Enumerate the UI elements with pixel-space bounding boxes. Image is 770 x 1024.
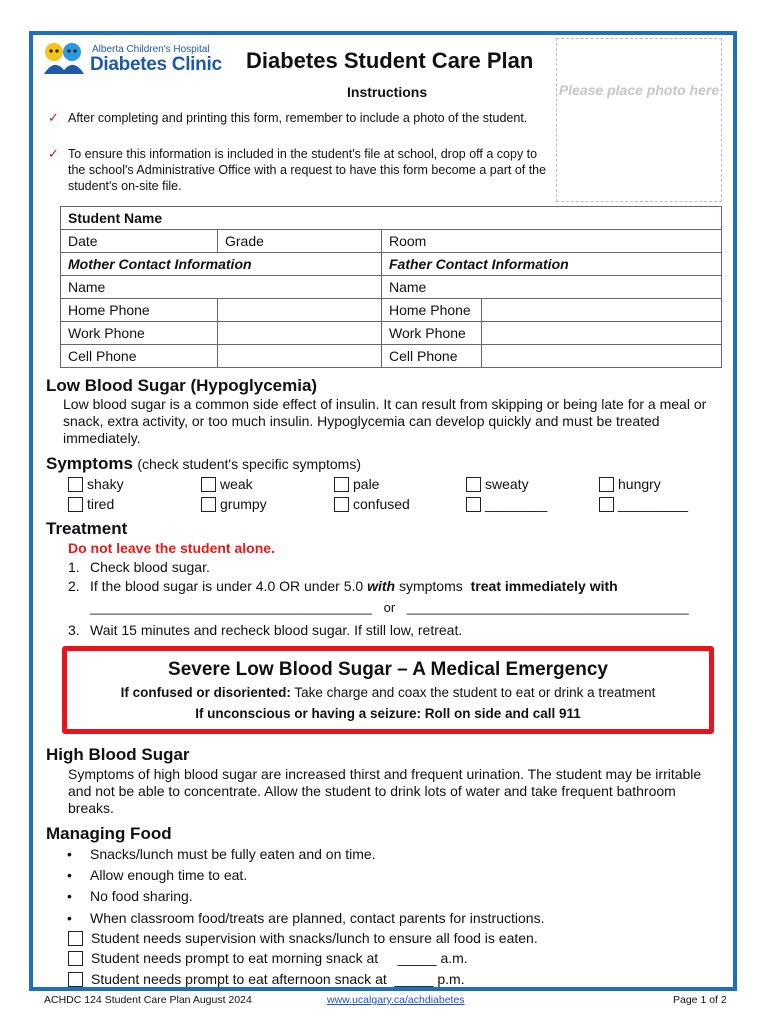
- symptom-checkbox-sweaty[interactable]: sweaty: [466, 476, 529, 492]
- footer-page-number: Page 1 of 2: [673, 994, 727, 1006]
- mother-cell-phone-label: Cell Phone: [61, 345, 218, 368]
- treatment-blanks: _______________________________________ or _______________________________________: [90, 600, 689, 615]
- grade-field[interactable]: Grade: [218, 230, 382, 253]
- father-home-phone-label: Home Phone: [382, 299, 482, 322]
- emergency-title: Severe Low Blood Sugar – A Medical Emergency: [168, 659, 608, 680]
- symptoms-header: [46, 454, 361, 474]
- symptom-checkbox-pale[interactable]: pale: [334, 476, 379, 492]
- student-info-table: [60, 206, 722, 368]
- symptom-checkbox-confused[interactable]: confused: [334, 496, 410, 512]
- symptoms-heading: Symptoms: [46, 454, 133, 473]
- treatment-step-1: 1. Check blood sugar.: [68, 559, 210, 575]
- instructions-heading: Instructions: [347, 84, 428, 100]
- food-checkbox-afternoon-snack[interactable]: Student needs prompt to eat afternoon snack at _____ p.m.: [68, 971, 465, 987]
- father-home-phone-field[interactable]: [482, 299, 722, 322]
- symptoms-note: (check student's specific symptoms): [137, 456, 362, 472]
- checkmark-icon: ✓: [48, 146, 59, 161]
- mother-work-phone-label: Work Phone: [61, 322, 218, 345]
- high-blood-sugar-heading: High Blood Sugar: [46, 745, 190, 764]
- mother-name-field[interactable]: Name: [61, 276, 382, 299]
- instruction-1: After completing and printing this form, remember to include a photo of the student.: [68, 111, 528, 125]
- footer-form-id: ACHDC 124 Student Care Plan August 2024: [44, 994, 252, 1006]
- clinic-logo: [40, 40, 222, 82]
- food-bullet-1: • Snacks/lunch must be fully eaten and on time.: [67, 846, 376, 862]
- symptom-checkbox-weak[interactable]: weak: [201, 476, 253, 492]
- logo-hospital-name: Alberta Children's Hospital: [92, 44, 210, 55]
- food-bullet-2: • Allow enough time to eat.: [67, 867, 248, 883]
- mother-home-phone-label: Home Phone: [61, 299, 218, 322]
- treatment-step-3: 3. Wait 15 minutes and recheck blood sugar. If still low, retreat.: [68, 622, 463, 638]
- room-field[interactable]: Room: [382, 230, 722, 253]
- food-checkbox-supervision[interactable]: Student needs supervision with snacks/lunch to ensure all food is eaten.: [68, 930, 538, 946]
- father-cell-phone-field[interactable]: [482, 345, 722, 368]
- photo-placeholder-text: Please place photo here: [558, 82, 720, 98]
- emergency-line-2: If unconscious or having a seizure: Roll on side and call 911: [195, 706, 581, 721]
- treatment-blank-2[interactable]: _______________________________________: [406, 600, 689, 615]
- treatment-heading: Treatment: [46, 519, 128, 538]
- father-contact-heading: Father Contact Information: [382, 253, 722, 276]
- photo-placeholder[interactable]: [556, 38, 722, 202]
- father-cell-phone-label: Cell Phone: [382, 345, 482, 368]
- food-bullet-4: • When classroom food/treats are planned, contact parents for instructions.: [67, 910, 545, 926]
- food-bullet-3: • No food sharing.: [67, 888, 193, 904]
- instruction-2: To ensure this information is included in the student's file at school, drop off a copy to the school's Administrative Office with a request to have this form become a part of the student's on-site file.: [68, 147, 547, 193]
- treatment-blank-1[interactable]: _______________________________________: [90, 600, 372, 615]
- symptom-checkbox-other-2[interactable]: _________: [599, 496, 688, 512]
- footer-link[interactable]: www.ucalgary.ca/achdiabetes: [327, 994, 465, 1006]
- student-name-field[interactable]: Student Name: [61, 207, 722, 230]
- symptom-checkbox-grumpy[interactable]: grumpy: [201, 496, 267, 512]
- food-checkbox-morning-snack[interactable]: Student needs prompt to eat morning snack at _____ a.m.: [68, 950, 468, 966]
- emergency-box: [62, 646, 714, 734]
- treatment-step-2: 2. If the blood sugar is under 4.0 OR under 5.0 with symptoms treat immediately with: [68, 578, 618, 594]
- symptom-checkbox-tired[interactable]: tired: [68, 496, 114, 512]
- emergency-line-1: If confused or disoriented: Take charge and coax the student to eat or drink a treatment: [120, 685, 656, 700]
- logo-clinic-name: Diabetes Clinic: [90, 54, 222, 75]
- date-field[interactable]: Date: [61, 230, 218, 253]
- treatment-warning: Do not leave the student alone.: [68, 540, 275, 556]
- mother-cell-phone-field[interactable]: [218, 345, 382, 368]
- father-work-phone-label: Work Phone: [382, 322, 482, 345]
- symptom-checkbox-hungry[interactable]: hungry: [599, 476, 661, 492]
- low-blood-sugar-heading: Low Blood Sugar (Hypoglycemia): [46, 376, 318, 395]
- children-logo-icon: [40, 40, 86, 80]
- symptom-checkbox-other-1[interactable]: ________: [466, 496, 547, 512]
- managing-food-heading: Managing Food: [46, 824, 172, 843]
- checkmark-icon: ✓: [48, 110, 59, 125]
- high-blood-sugar-text: Symptoms of high blood sugar are increased thirst and frequent urination. The student may be irritable and not be able to concentrate. Allow the student to drink lots of water and take frequent bathroom breaks.: [68, 766, 702, 816]
- father-name-field[interactable]: Name: [382, 276, 722, 299]
- mother-home-phone-field[interactable]: [218, 299, 382, 322]
- low-blood-sugar-text: Low blood sugar is a common side effect of insulin. It can result from skipping or being late for a meal or snack, extra activity, or too much insulin. Hypoglycemia can develop quickly and must be treated immediately.: [63, 396, 707, 446]
- symptom-checkbox-shaky[interactable]: shaky: [68, 476, 124, 492]
- mother-contact-heading: Mother Contact Information: [61, 253, 382, 276]
- father-work-phone-field[interactable]: [482, 322, 722, 345]
- mother-work-phone-field[interactable]: [218, 322, 382, 345]
- page-title: Diabetes Student Care Plan: [246, 48, 534, 73]
